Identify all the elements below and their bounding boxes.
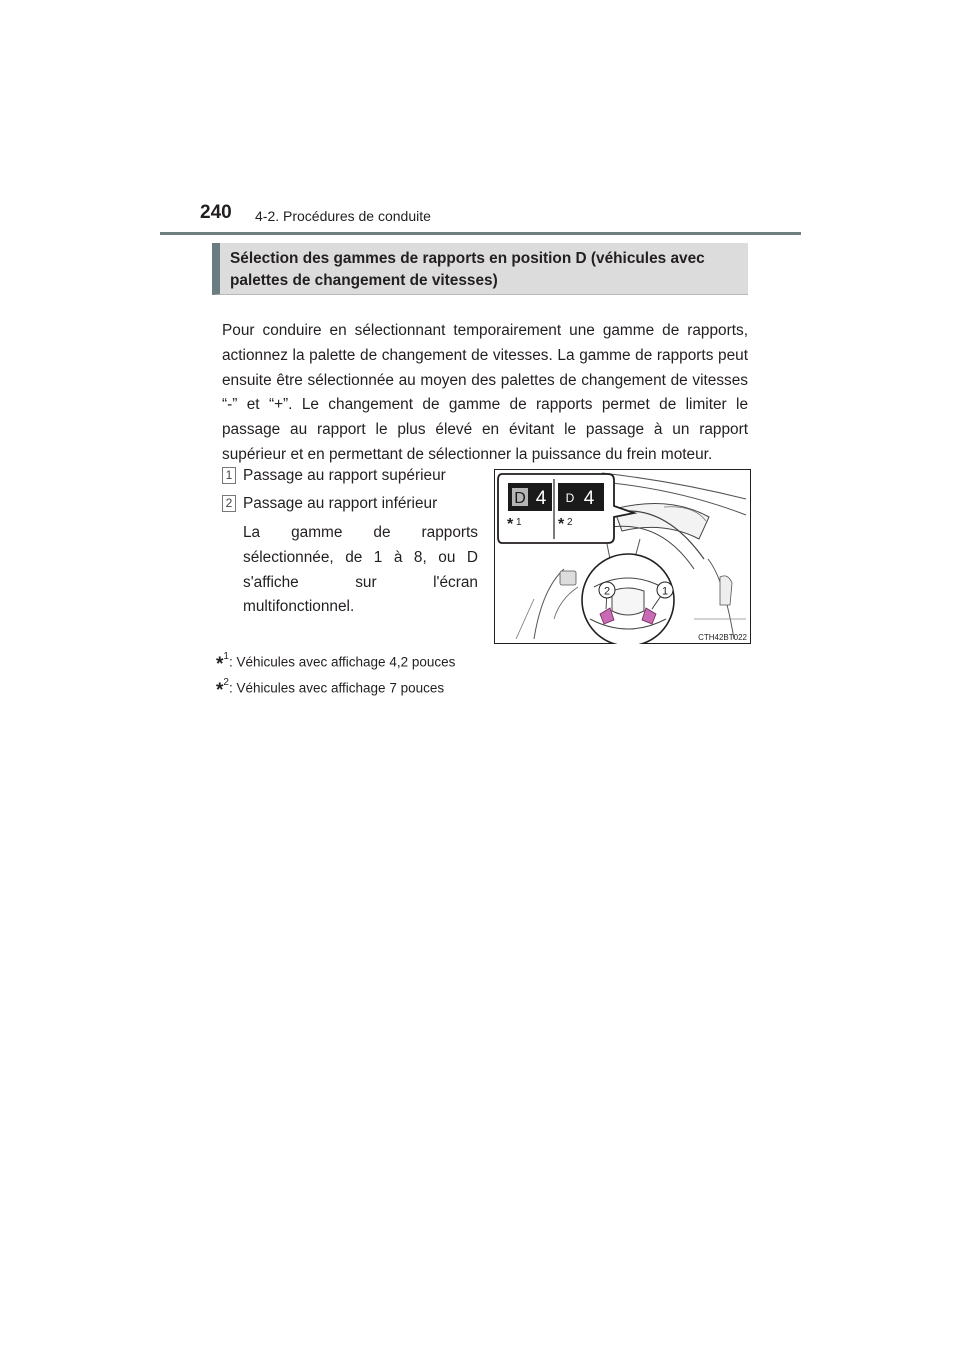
step-2-label: Passage au rapport inférieur: [243, 495, 438, 512]
body-paragraph: Pour conduire en sélectionnant temporairement une gamme de rapports, actionnez la palette de changement de vitesses. La gamme de rapports peut ensuite être sélectionnée au moyen des palettes de changement de vitesses “-” et “+”. Le changement de gamme de rapports permet de limiter le passage au rapport le plus élevé en évitant le passage à un rapport supérieur et en permettant de sélectionner la puissance du frein moteur.: [222, 322, 748, 463]
callout-2: 2: [603, 585, 611, 598]
header-divider: [160, 232, 801, 235]
step-1-label: Passage au rapport supérieur: [243, 467, 446, 484]
footnote-2-star: *: [216, 679, 224, 701]
callout-1: 1: [661, 585, 669, 598]
section-heading-box: [212, 243, 748, 295]
star-mark-1: *: [507, 516, 514, 533]
footnote-1-sup: 1: [223, 651, 229, 662]
step-description: La gamme de rapports sélectionnée, de 1 à 8, ou D s'affiche sur l'écran multifonctionnel.: [243, 524, 478, 616]
step-2-number: 2: [222, 495, 236, 512]
display1-gear-number: 4: [535, 488, 547, 509]
footnote-2-sup: 2: [223, 677, 229, 688]
section-title: 4-2. Procédures de conduite: [255, 208, 431, 224]
footnote-2: [216, 676, 445, 701]
display2-gear-number: 4: [583, 488, 595, 509]
footnote-1-star: *: [216, 653, 224, 675]
star-sup-2: 2: [567, 517, 573, 528]
footnote-1: [216, 650, 456, 675]
star-sup-1: 1: [516, 517, 522, 528]
footnote-1-text: : Véhicules avec affichage 4,2 pouces: [228, 654, 456, 670]
display1-gear-letter: D: [514, 490, 526, 507]
star-mark-2: *: [558, 516, 565, 533]
section-heading: Sélection des gammes de rapports en position D (véhicules avec palettes de changement de vitesses): [230, 250, 705, 289]
page-number: 240: [200, 202, 232, 223]
figure-code: CTH42BT022: [698, 633, 747, 642]
steering-wheel-illustration: [494, 469, 751, 644]
footnote-2-text: : Véhicules avec affichage 7 pouces: [228, 680, 445, 696]
step-1-number: 1: [222, 467, 236, 484]
display2-gear-letter: D: [565, 491, 575, 505]
